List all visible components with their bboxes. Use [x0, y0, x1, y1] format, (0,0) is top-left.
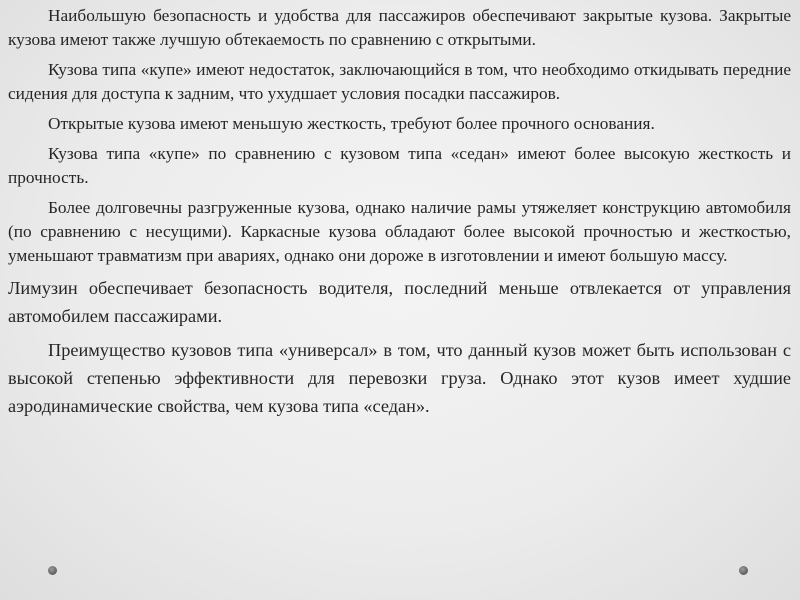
decorative-dot-right — [739, 566, 748, 575]
paragraph-station-wagon: Преимущество кузовов типа «универсал» в том, что данный кузов может быть использован с высокой степенью эффективности для перевозки груза. Однако этот кузов имеет худшие аэродинамические свойства, чем кузова типа «седан». — [8, 340, 791, 416]
paragraph-unloaded-bodies: Более долговечны разгруженные кузова, однако наличие рамы утяжеляет конструкцию автомобиля (по сравнению с несущими). Каркасные кузова обладают более высокой прочностью и жесткостью, уменьшают травматизм при авариях, однако они дороже в изготовлении и имеют большую массу. — [8, 198, 791, 265]
paragraph-coupe-vs-sedan: Кузова типа «купе» по сравнению с кузовом типа «седан» имеют более высокую жесткость и прочность. — [8, 144, 791, 187]
paragraph-closed-bodies: Наибольшую безопасность и удобства для пассажиров обеспечивают закрытые кузова. Закрытые кузова имеют также лучшую обтекаемость по сравнению с открытыми. — [8, 6, 791, 49]
paragraph-limousine: Лимузин обеспечивает безопасность водителя, последний меньше отвлекается от управления автомобилем пассажирами. — [8, 278, 791, 326]
decorative-dot-left — [48, 566, 57, 575]
slide-text — [8, 4, 791, 420]
paragraph-open-bodies: Открытые кузова имеют меньшую жесткость, требуют более прочного основания. — [48, 114, 655, 133]
paragraph-coupe-drawback: Кузова типа «купе» имеют недостаток, заключающийся в том, что необходимо откидывать передние сидения для доступа к задним, что ухудшает условия посадки пассажиров. — [8, 60, 791, 103]
